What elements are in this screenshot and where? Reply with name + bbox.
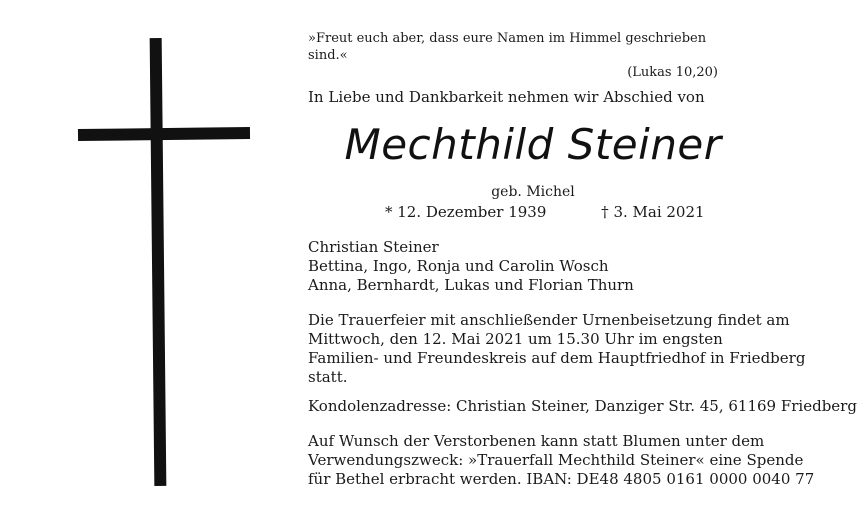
donation-line: für Bethel erbracht werden. IBAN: DE48 4805 0161 0000 0040 77: [308, 470, 815, 488]
funeral-line: Mittwoch, den 12. Mai 2021 um 15.30 Uhr im engsten: [308, 330, 723, 348]
deceased-name: Mechthild Steiner: [344, 120, 722, 169]
funeral-line: Familien- und Freundeskreis auf dem Hauptfriedhof in Friedberg: [308, 349, 806, 367]
bible-quote: [308, 30, 718, 81]
donation-notice: [308, 432, 815, 489]
funeral-notice: [308, 311, 806, 387]
intro-text: In Liebe und Dankbarkeit nehmen wir Abschied von: [308, 88, 705, 106]
condolence-address: [308, 397, 857, 416]
cross-icon: [150, 38, 167, 486]
death-date: † 3. Mai 2021: [601, 203, 705, 221]
family-list: [308, 238, 634, 295]
donation-line: Verwendungszweck: »Trauerfall Mechthild Steiner« eine Spende: [308, 451, 804, 469]
funeral-line: Die Trauerfeier mit anschließender Urnenbeisetzung findet am: [308, 311, 790, 329]
bible-quote-text: »Freut euch aber, dass eure Namen im Himmel geschrieben sind.«: [308, 31, 707, 63]
bible-quote-reference: (Lukas 10,20): [627, 65, 718, 80]
life-dates: [385, 203, 705, 221]
funeral-line: statt.: [308, 368, 348, 386]
donation-line: Auf Wunsch der Verstorbenen kann statt Blumen unter dem: [308, 432, 765, 450]
birth-name: geb. Michel: [491, 184, 575, 200]
birth-date: * 12. Dezember 1939: [385, 203, 547, 221]
family-line: Anna, Bernhardt, Lukas und Florian Thurn: [308, 276, 634, 294]
cross-icon-crossbar: [78, 127, 250, 141]
family-line: Christian Steiner: [308, 238, 439, 256]
family-line: Bettina, Ingo, Ronja und Carolin Wosch: [308, 257, 609, 275]
condolence-line: Kondolenzadresse: Christian Steiner, Danziger Str. 45, 61169 Friedberg: [308, 397, 857, 415]
